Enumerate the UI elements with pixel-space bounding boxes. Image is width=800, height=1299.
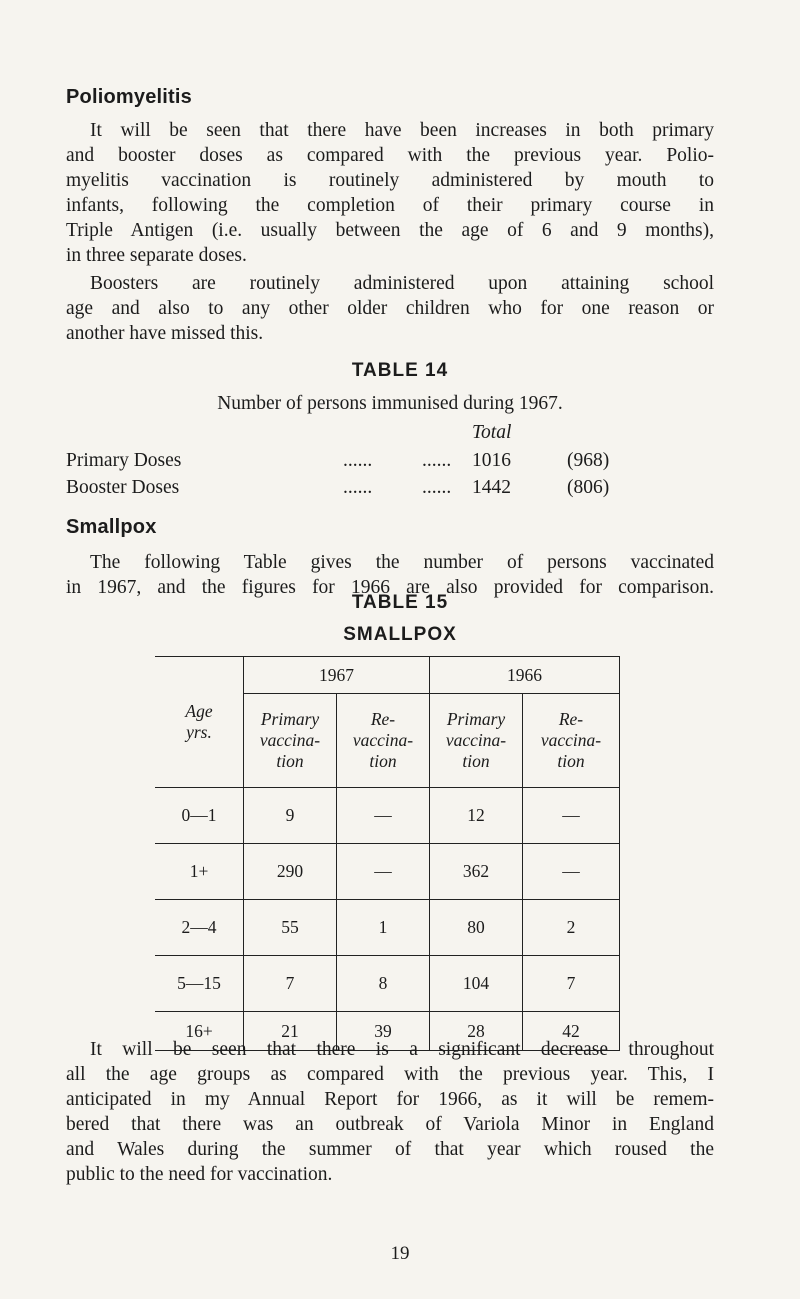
subheader-revaccination: [523, 694, 620, 788]
table-cell: 1: [337, 900, 430, 956]
table-cell: 21: [244, 1012, 337, 1051]
table-cell: —: [523, 844, 620, 900]
table-cell: 104: [430, 956, 523, 1012]
table-cell: 7: [244, 956, 337, 1012]
subheader-line: Re-: [558, 709, 584, 729]
total-value: 1442: [472, 477, 511, 498]
text-line: The following Table gives the number of persons vaccinated: [90, 552, 714, 573]
polio-paragraph-1: [66, 118, 714, 268]
total-column-header: Total: [472, 422, 512, 443]
table-row: [155, 844, 620, 900]
age-cell: 2—4: [155, 900, 244, 956]
leader-dots: ......: [422, 477, 452, 498]
table-14-subtitle: Number of persons immunised during 1967.: [217, 393, 563, 414]
age-cell: 16+: [155, 1012, 244, 1051]
age-cell: 5—15: [155, 956, 244, 1012]
smallpox-heading: Smallpox: [66, 516, 157, 538]
text-line: infants, following the completion of their primary course in: [66, 195, 714, 216]
text-line: and Wales during the summer of that year which roused the: [66, 1139, 714, 1160]
table-cell: 2: [523, 900, 620, 956]
text-line: Boosters are routinely administered upon attaining school: [90, 273, 714, 294]
text-line: in three separate doses.: [66, 245, 247, 266]
table-14-title: TABLE 14: [351, 360, 449, 381]
subheader-primary-vaccination: [244, 694, 337, 788]
age-header-line: Age: [185, 701, 213, 721]
table-15-title: TABLE 15: [351, 592, 449, 613]
table-cell: 39: [337, 1012, 430, 1051]
text-line: myelitis vaccination is routinely administered by mouth to: [66, 170, 714, 191]
polio-paragraph-2: [66, 271, 714, 346]
age-cell: 0—1: [155, 788, 244, 844]
leader-dots: ......: [343, 450, 373, 471]
table-cell: —: [337, 788, 430, 844]
text-line: another have missed this.: [66, 323, 264, 344]
text-line: age and also to any other older children who for one reason or: [66, 298, 714, 319]
subheader-line: vaccina-: [259, 730, 321, 750]
table-cell: 290: [244, 844, 337, 900]
table-cell: —: [523, 788, 620, 844]
subheader-line: vaccina-: [540, 730, 602, 750]
table-15-subtitle: SMALLPOX: [343, 624, 457, 645]
leader-dots: ......: [343, 477, 373, 498]
year-header-1967: 1967: [244, 657, 430, 694]
text-line: It will be seen that there is a significant decrease throughout: [90, 1039, 714, 1060]
table-cell: 9: [244, 788, 337, 844]
subheader-line: tion: [276, 751, 304, 771]
row-label: Booster Doses: [66, 477, 180, 498]
text-line: all the age groups as compared with the previous year. This, I: [66, 1064, 714, 1085]
total-value: 1016: [472, 450, 511, 471]
text-line: bered that there was an outbreak of Variola Minor in England: [66, 1114, 714, 1135]
table-cell: 7: [523, 956, 620, 1012]
previous-value: (968): [567, 450, 610, 471]
table-cell: 42: [523, 1012, 620, 1051]
age-header-line: yrs.: [186, 722, 212, 742]
subheader-line: Re-: [370, 709, 396, 729]
age-cell: 1+: [155, 844, 244, 900]
table-cell: —: [337, 844, 430, 900]
subheader-line: tion: [462, 751, 490, 771]
subheader-line: vaccina-: [352, 730, 414, 750]
subheader-line: Primary: [446, 709, 506, 729]
subheader-line: tion: [369, 751, 397, 771]
subheader-line: tion: [557, 751, 585, 771]
text-line: anticipated in my Annual Report for 1966, as it will be remem-: [66, 1089, 714, 1110]
leader-dots: ......: [422, 450, 452, 471]
poliomyelitis-heading: Poliomyelitis: [66, 86, 192, 108]
smallpox-table: [155, 656, 620, 1051]
table-row: [155, 788, 620, 844]
table-cell: 80: [430, 900, 523, 956]
table-cell: 28: [430, 1012, 523, 1051]
subheader-primary-vaccination: [430, 694, 523, 788]
table-header-row: [155, 657, 620, 694]
table-cell: 362: [430, 844, 523, 900]
text-line: public to the need for vaccination.: [66, 1164, 333, 1185]
table-row: [155, 900, 620, 956]
text-line: in 1967, and the figures for 1966 are also provided for comparison.: [66, 577, 714, 598]
table-row: [155, 956, 620, 1012]
closing-paragraph: [66, 1037, 714, 1187]
age-header: [155, 657, 244, 788]
text-line: Triple Antigen (i.e. usually between the age of 6 and 9 months),: [66, 220, 714, 241]
year-header-1966: 1966: [430, 657, 620, 694]
table-cell: 12: [430, 788, 523, 844]
text-line: It will be seen that there have been increases in both primary: [90, 120, 714, 141]
subheader-line: vaccina-: [445, 730, 507, 750]
page-number: 19: [390, 1243, 410, 1264]
subheader-revaccination: [337, 694, 430, 788]
table-cell: 8: [337, 956, 430, 1012]
subheader-line: Primary: [260, 709, 320, 729]
table-cell: 55: [244, 900, 337, 956]
text-line: and booster doses as compared with the previous year. Polio-: [66, 145, 714, 166]
row-label: Primary Doses: [66, 450, 182, 471]
previous-value: (806): [567, 477, 610, 498]
